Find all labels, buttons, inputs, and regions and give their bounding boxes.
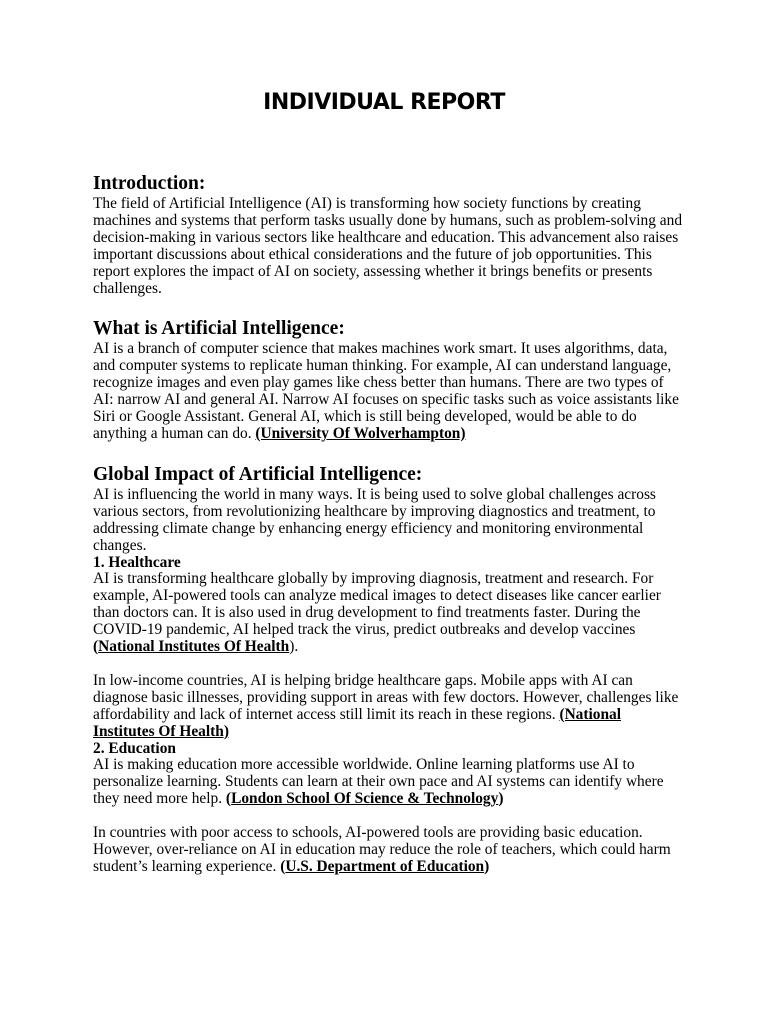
education-paragraph-1 (93, 757, 683, 808)
citation-link[interactable]: (University Of Wolverhampton) (255, 424, 466, 442)
education-text-1: AI is making education more accessible worldwide. Online learning platforms use AI to personalize learning. Students can learn at their own pace and AI systems can identify where they need more help. (93, 756, 664, 808)
citation-link[interactable]: National Institutes Of Health (98, 638, 290, 656)
citation-close: ) (484, 858, 490, 875)
citation-open: ( (280, 858, 286, 875)
education-subheading: 2. Education (93, 739, 176, 757)
healthcare-text-2: In low-income countries, AI is helping bridge healthcare gaps. Mobile apps with AI can diagnose basic illnesses, providing support in areas with few doctors. However, challenges like affordability and lack of internet access still limit its reach in these regions. (93, 671, 679, 723)
citation-open: ( (225, 790, 232, 808)
citation-close: ) (498, 790, 504, 808)
global-impact-heading: Global Impact of Artificial Intelligence: (93, 463, 423, 485)
citation-open: ( (93, 638, 99, 656)
what-is-ai-text: AI is a branch of computer science that makes machines work smart. It uses algorithms, data, and computer systems to replicate human thinking. For example, AI can understand language, recognize images and even play games like chess better than humans. There are two types of AI: narrow AI and general AI. Narrow AI focuses on specific tasks such as voice assistants like Siri or Google Assistant. General AI, which is still being developed, would be able to do anything a human can do. (93, 340, 679, 442)
introduction-heading: Introduction: (93, 173, 206, 194)
healthcare-text-1: AI is transforming healthcare globally by improving diagnosis, treatment and research. For example, AI-powered tools can analyze medical images to detect diseases like cancer earlier than doctors can. It is also used in drug development to find treatments faster. During the COVID-19 pandemic, AI helped track the virus, predict outbreaks and develop vaccines (93, 570, 661, 639)
what-is-ai-paragraph (93, 341, 683, 442)
citation-link[interactable]: U.S. Department of Education (285, 858, 485, 875)
report-body (93, 172, 683, 876)
report-title: INDIVIDUAL REPORT (263, 90, 505, 115)
introduction-paragraph: The field of Artificial Intelligence (AI) is transforming how society functions by creating machines and systems that perform tasks usually done by humans, such as problem-solving and decision-making in various sectors like healthcare and education. This advancement also raises important discussions about ethical considerations and the future of job opportunities. This report explores the impact of AI on society, assessing whether it brings benefits or presents challenges. (93, 195, 683, 297)
healthcare-paragraph-1 (93, 571, 683, 656)
healthcare-subheading: 1. Healthcare (93, 553, 181, 571)
citation-close: ). (289, 638, 299, 656)
education-text-2: In countries with poor access to schools, AI-powered tools are providing basic education. However, over-reliance on AI in education may reduce the role of teachers, which could harm student’s learning experience. (93, 824, 671, 875)
citation-link[interactable]: (National Institutes Of Health) (93, 705, 622, 740)
citation-link[interactable]: London School Of Science & Technology (231, 790, 499, 808)
what-is-ai-heading: What is Artificial Intelligence: (93, 318, 345, 340)
global-impact-paragraph: AI is influencing the world in many ways. It is being used to solve global challenges across various sectors, from revolutionizing healthcare by improving diagnostics and treatment, to addressing climate change by enhancing energy efficiency and monitoring environmental changes. (93, 485, 656, 554)
education-paragraph-2 (93, 825, 683, 876)
healthcare-paragraph-2 (93, 673, 683, 741)
